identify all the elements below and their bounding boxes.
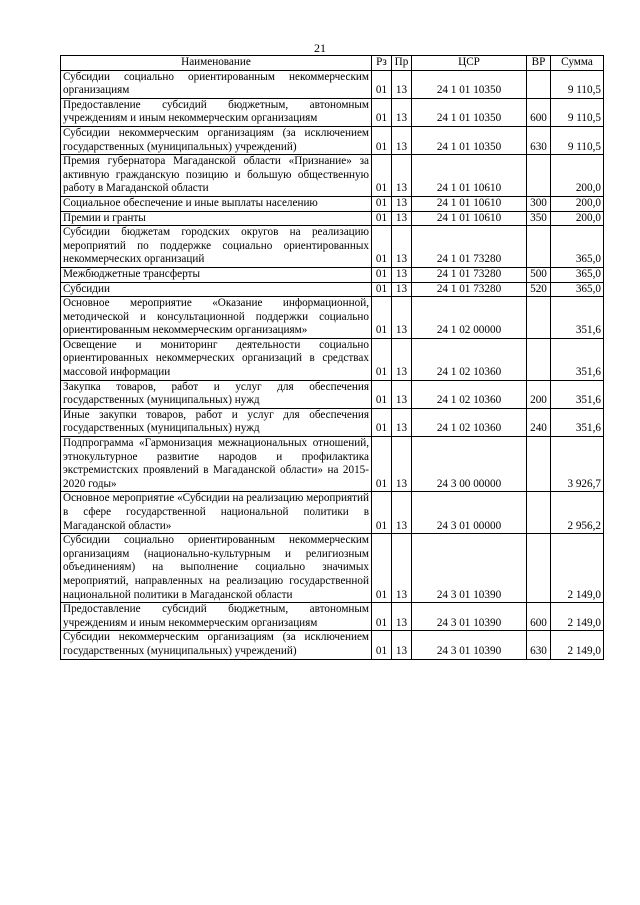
row-rz: 01 (372, 226, 392, 268)
row-pr: 13 (392, 534, 412, 603)
row-pr: 13 (392, 408, 412, 436)
row-name: Освещение и мониторинг деятельности социально ориентированных некоммерческих организаций в средствах массовой информации (61, 338, 372, 380)
row-vr (527, 437, 551, 492)
row-csr: 24 3 01 10390 (412, 534, 527, 603)
row-vr: 630 (527, 126, 551, 154)
row-vr (527, 492, 551, 534)
table-row (61, 282, 604, 297)
table-row (61, 226, 604, 268)
row-csr: 24 1 02 10360 (412, 338, 527, 380)
row-pr: 13 (392, 211, 412, 226)
row-rz: 01 (372, 70, 392, 98)
row-csr: 24 1 01 10610 (412, 196, 527, 211)
row-sum: 2 956,2 (551, 492, 604, 534)
table-row (61, 408, 604, 436)
row-csr: 24 3 00 00000 (412, 437, 527, 492)
row-name: Премия губернатора Магаданской области «Признание» за активную гражданскую позицию и большую общественную работу в Магаданской области (61, 155, 372, 197)
row-rz: 01 (372, 126, 392, 154)
row-sum: 365,0 (551, 282, 604, 297)
table-row (61, 492, 604, 534)
row-vr: 630 (527, 631, 551, 659)
table-row (61, 155, 604, 197)
table-row (61, 126, 604, 154)
row-csr: 24 3 01 10390 (412, 631, 527, 659)
row-name: Субсидии (61, 282, 372, 297)
table-row (61, 603, 604, 631)
row-pr: 13 (392, 338, 412, 380)
row-sum: 351,6 (551, 408, 604, 436)
row-rz: 01 (372, 492, 392, 534)
row-vr (527, 297, 551, 339)
row-pr: 13 (392, 98, 412, 126)
row-pr: 13 (392, 267, 412, 282)
row-csr: 24 3 01 00000 (412, 492, 527, 534)
row-sum: 351,6 (551, 338, 604, 380)
table-row (61, 380, 604, 408)
row-vr (527, 155, 551, 197)
row-sum: 365,0 (551, 267, 604, 282)
header-rz: Рз (372, 56, 392, 71)
row-pr: 13 (392, 492, 412, 534)
row-vr: 350 (527, 211, 551, 226)
row-rz: 01 (372, 211, 392, 226)
row-name: Премии и гранты (61, 211, 372, 226)
row-name: Основное мероприятие «Оказание информационной, методической и консультационной поддержки социально ориентированным некоммерческим организациям» (61, 297, 372, 339)
row-csr: 24 1 01 10610 (412, 211, 527, 226)
budget-table (60, 55, 604, 660)
row-csr: 24 1 01 10350 (412, 70, 527, 98)
table-row (61, 211, 604, 226)
row-csr: 24 1 02 00000 (412, 297, 527, 339)
table-row (61, 437, 604, 492)
row-csr: 24 1 01 73280 (412, 226, 527, 268)
row-sum: 3 926,7 (551, 437, 604, 492)
row-vr (527, 226, 551, 268)
row-name: Межбюджетные трансферты (61, 267, 372, 282)
row-pr: 13 (392, 196, 412, 211)
table-row (61, 631, 604, 659)
row-sum: 9 110,5 (551, 70, 604, 98)
row-pr: 13 (392, 631, 412, 659)
row-csr: 24 3 01 10390 (412, 603, 527, 631)
row-rz: 01 (372, 631, 392, 659)
row-csr: 24 1 01 73280 (412, 267, 527, 282)
row-vr (527, 70, 551, 98)
row-sum: 2 149,0 (551, 534, 604, 603)
row-sum: 9 110,5 (551, 98, 604, 126)
row-rz: 01 (372, 98, 392, 126)
row-csr: 24 1 01 10350 (412, 98, 527, 126)
row-name: Иные закупки товаров, работ и услуг для обеспечения государственных (муниципальных) нужд (61, 408, 372, 436)
row-sum: 9 110,5 (551, 126, 604, 154)
row-vr: 600 (527, 98, 551, 126)
table-row (61, 267, 604, 282)
row-sum: 200,0 (551, 155, 604, 197)
row-sum: 200,0 (551, 211, 604, 226)
row-sum: 2 149,0 (551, 631, 604, 659)
header-sum: Сумма (551, 56, 604, 71)
row-name: Субсидии бюджетам городских округов на реализацию мероприятий по поддержке социально ориентированных некоммерческих организаций (61, 226, 372, 268)
row-csr: 24 1 01 10350 (412, 126, 527, 154)
header-name: Наименование (61, 56, 372, 71)
row-rz: 01 (372, 603, 392, 631)
row-rz: 01 (372, 338, 392, 380)
row-sum: 365,0 (551, 226, 604, 268)
row-name: Социальное обеспечение и иные выплаты населению (61, 196, 372, 211)
row-pr: 13 (392, 437, 412, 492)
row-rz: 01 (372, 534, 392, 603)
row-csr: 24 1 01 73280 (412, 282, 527, 297)
row-rz: 01 (372, 282, 392, 297)
row-rz: 01 (372, 408, 392, 436)
row-name: Субсидии социально ориентированным некоммерческим организациям (национально-культурным и религиозным объединениям) на выполнение социально значимых мероприятий, направленных на реализацию государственной национальной политики в Магаданской области (61, 534, 372, 603)
row-name: Субсидии некоммерческим организациям (за исключением государственных (муниципальных) учреждений) (61, 631, 372, 659)
row-sum: 351,6 (551, 380, 604, 408)
row-csr: 24 1 02 10360 (412, 380, 527, 408)
row-rz: 01 (372, 437, 392, 492)
header-pr: Пр (392, 56, 412, 71)
row-vr: 300 (527, 196, 551, 211)
row-name: Предоставление субсидий бюджетным, автономным учреждениям и иным некоммерческим организациям (61, 98, 372, 126)
row-vr: 240 (527, 408, 551, 436)
page-number: 21 (314, 41, 326, 55)
row-pr: 13 (392, 126, 412, 154)
row-rz: 01 (372, 196, 392, 211)
table-row (61, 70, 604, 98)
row-pr: 13 (392, 226, 412, 268)
row-sum: 2 149,0 (551, 603, 604, 631)
table-row (61, 338, 604, 380)
row-name: Субсидии социально ориентированным некоммерческим организациям (61, 70, 372, 98)
row-pr: 13 (392, 282, 412, 297)
row-sum: 351,6 (551, 297, 604, 339)
header-csr: ЦСР (412, 56, 527, 71)
row-vr: 600 (527, 603, 551, 631)
row-pr: 13 (392, 603, 412, 631)
table-header-row (61, 56, 604, 71)
row-vr: 200 (527, 380, 551, 408)
row-rz: 01 (372, 155, 392, 197)
row-pr: 13 (392, 380, 412, 408)
row-vr (527, 534, 551, 603)
table-row (61, 297, 604, 339)
header-vr: ВР (527, 56, 551, 71)
row-name: Подпрограмма «Гармонизация межнациональных отношений, этнокультурное развитие народов и профилактика экстремистских проявлений в Магаданской области» на 2015-2020 годы» (61, 437, 372, 492)
row-csr: 24 1 01 10610 (412, 155, 527, 197)
row-name: Предоставление субсидий бюджетным, автономным учреждениям и иным некоммерческим организациям (61, 603, 372, 631)
row-sum: 200,0 (551, 196, 604, 211)
table-row (61, 196, 604, 211)
row-rz: 01 (372, 380, 392, 408)
row-pr: 13 (392, 70, 412, 98)
table-row (61, 98, 604, 126)
row-csr: 24 1 02 10360 (412, 408, 527, 436)
row-name: Закупка товаров, работ и услуг для обеспечения государственных (муниципальных) нужд (61, 380, 372, 408)
row-name: Основное мероприятие «Субсидии на реализацию мероприятий в сфере государственной национальной политики в Магаданской области» (61, 492, 372, 534)
table-row (61, 534, 604, 603)
row-rz: 01 (372, 267, 392, 282)
row-vr: 500 (527, 267, 551, 282)
row-rz: 01 (372, 297, 392, 339)
row-vr (527, 338, 551, 380)
row-name: Субсидии некоммерческим организациям (за исключением государственных (муниципальных) учреждений) (61, 126, 372, 154)
row-pr: 13 (392, 297, 412, 339)
row-pr: 13 (392, 155, 412, 197)
row-vr: 520 (527, 282, 551, 297)
